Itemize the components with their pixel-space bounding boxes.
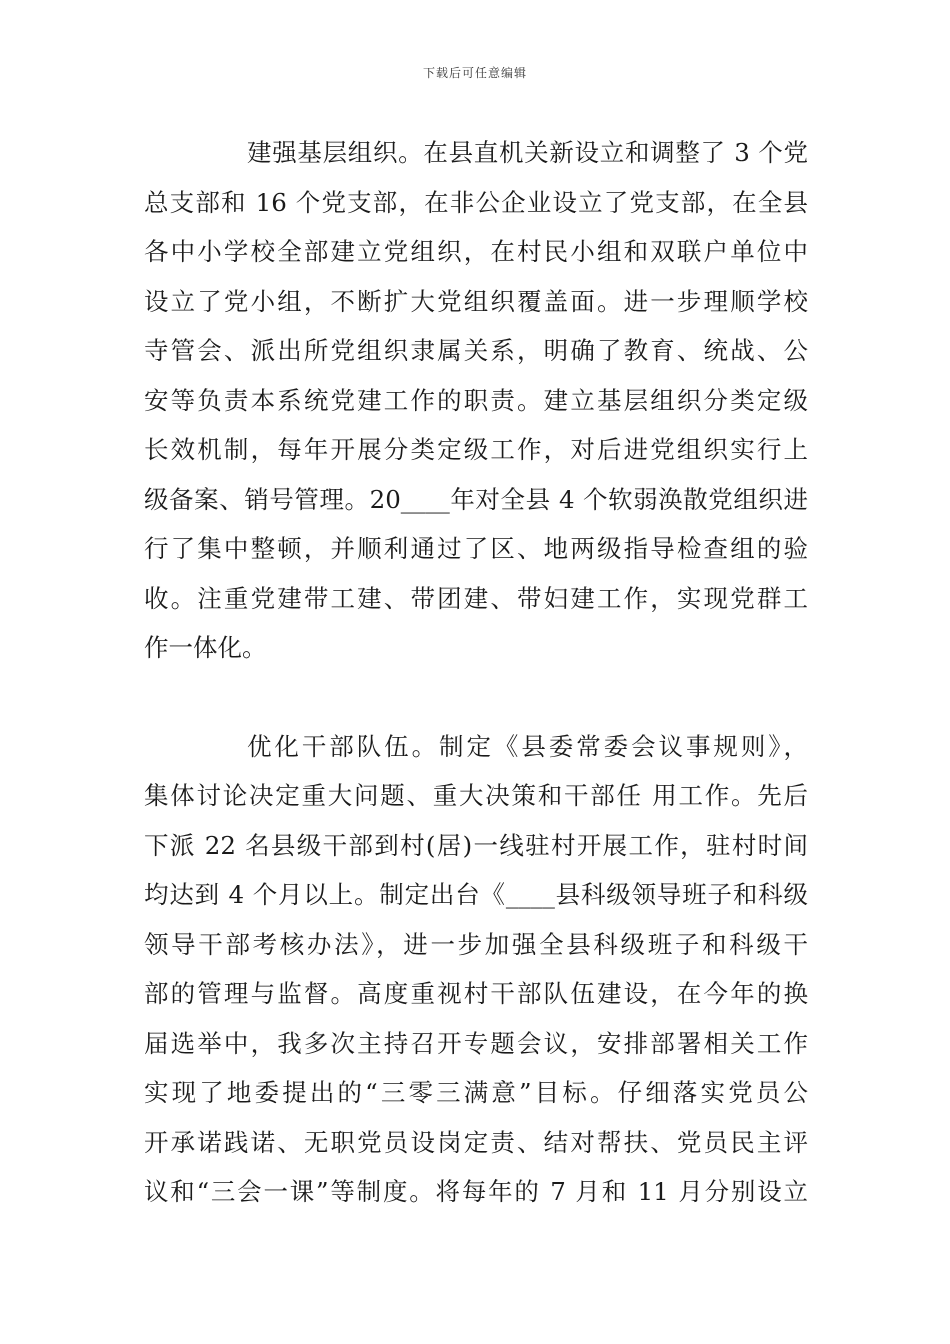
paragraph-line: 届选举中，我多次主持召开专题会议，安排部署相关工作	[144, 1028, 808, 1058]
paragraph-line: 总支部和 16 个党支部，在非公企业设立了党支部，在全县	[144, 187, 808, 217]
paragraph-line: 部的管理与监督。高度重视村干部队伍建设，在今年的换	[144, 979, 808, 1008]
paragraph-line: 集体讨论决定重大问题、重大决策和干部任 用工作。先后	[144, 781, 808, 810]
paragraph-line: 实现了地委提出的“三零三满意”目标。仔细落实党员公	[144, 1078, 808, 1107]
paragraph-line: 领导干部考核办法》，进一步加强全县科级班子和科级干	[144, 929, 808, 959]
page-header: 下载后可任意编辑	[422, 66, 527, 80]
paragraph-line: 下派 22 名县级干部到村(居)一线驻村开展工作，驻村时间	[144, 830, 808, 860]
paragraph-line: 收。注重党建带工建、带团建、带妇建工作，实现党群工	[144, 583, 808, 613]
paragraph-line: 行了集中整顿，并顺利通过了区、地两级指导检查组的验	[144, 534, 808, 563]
paragraph-line: 设立了党小组，不断扩大党组织覆盖面。进一步理顺学校	[144, 286, 808, 316]
paragraph-line: 各中小学校全部建立党组织，在村民小组和双联户单位中	[144, 237, 808, 266]
paragraph-cadre-team	[144, 722, 808, 1217]
paragraph-line: 寺管会、派出所党组织隶属关系，明确了教育、统战、公	[144, 336, 808, 365]
paragraph-line: 建强基层组织。在县直机关新设立和调整了 3 个党	[247, 138, 808, 167]
paragraph-line: 优化干部队伍。制定《县委常委会议事规则》，	[247, 731, 808, 761]
paragraph-grassroots-organization	[144, 128, 808, 673]
paragraph-line: 安等负责本系统党建工作的职责。建立基层组织分类定级	[144, 385, 808, 415]
document-body	[144, 128, 808, 1217]
paragraph-line: 长效机制，每年开展分类定级工作，对后进党组织实行上	[144, 435, 808, 464]
paragraph-spacer	[144, 673, 808, 722]
paragraph-line: 级备案、销号管理。20____年对全县 4 个软弱涣散党组织进	[144, 484, 808, 514]
paragraph-line: 均达到 4 个月以上。制定出台《____县科级领导班子和科级	[144, 880, 808, 909]
paragraph-line: 议和“三会一课”等制度。将每年的 7 月和 11 月分别设立	[144, 1177, 808, 1206]
paragraph-line: 开承诺践诺、无职党员设岗定责、结对帮扶、党员民主评	[144, 1127, 808, 1157]
paragraph-line: 作一体化。	[144, 633, 267, 662]
